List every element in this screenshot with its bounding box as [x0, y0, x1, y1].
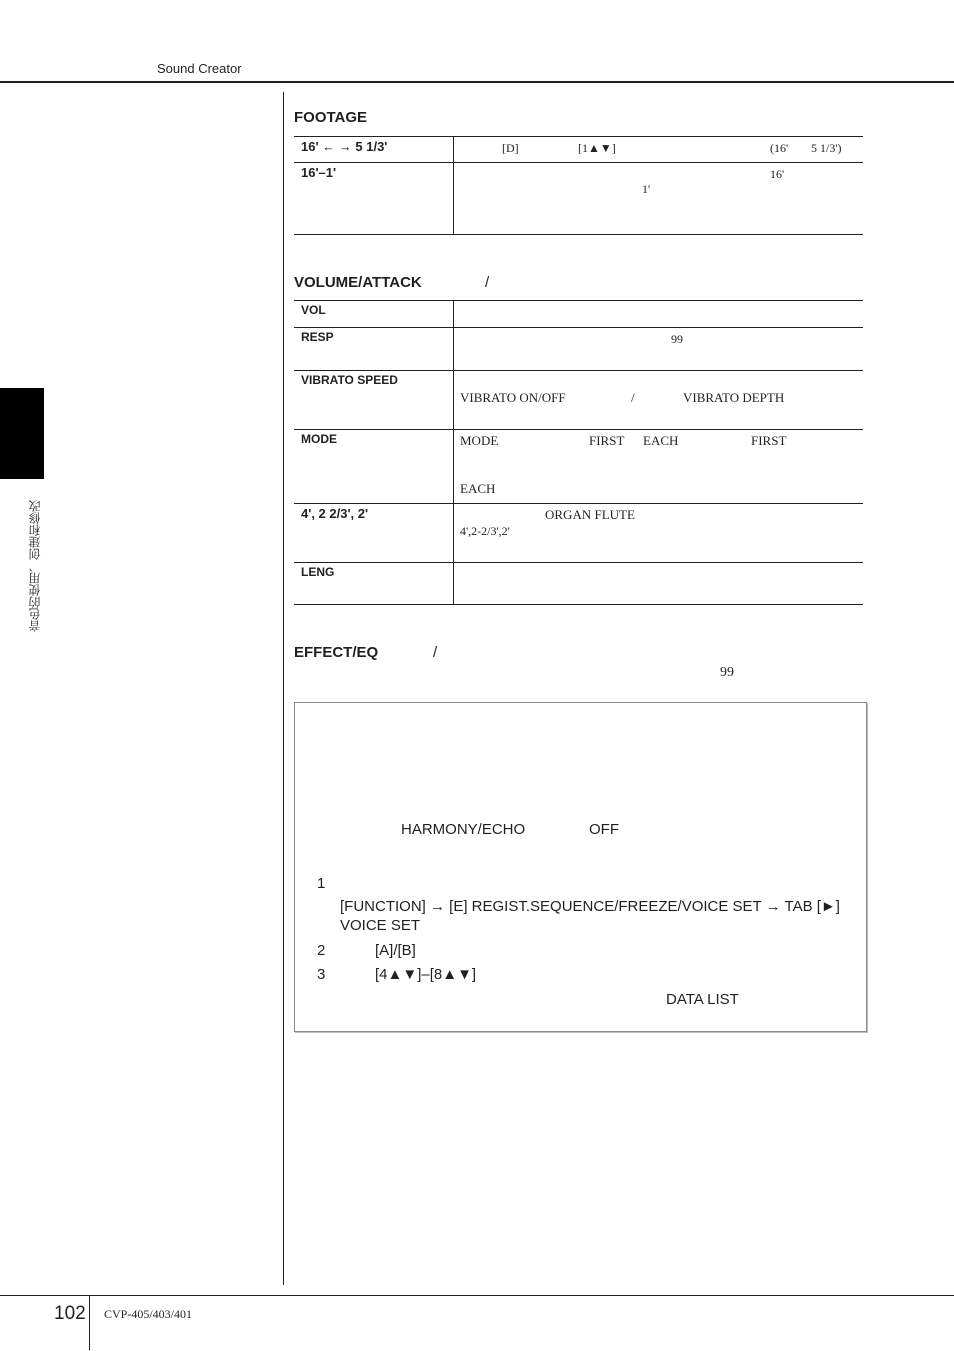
table-row [294, 503, 863, 562]
volume-attack-title: VOLUME/ATTACK [294, 274, 422, 291]
row-key: RESP [301, 330, 334, 344]
table-row [294, 562, 863, 605]
effect-eq-title: EFFECT/EQ [294, 644, 379, 661]
cell-text: 5 1/3') [811, 141, 842, 155]
table-row [294, 429, 863, 503]
off-text: OFF [589, 821, 619, 838]
row-key: VIBRATO SPEED [301, 373, 398, 387]
effect-eq-slash: / [433, 644, 438, 661]
footer-rule [0, 1295, 954, 1296]
row-key: 16' ← → 5 1/3' [301, 139, 388, 154]
footage-table [294, 136, 863, 235]
step-2-text: [A]/[B] [375, 942, 416, 959]
row-key: LENG [301, 565, 335, 579]
chapter-tab [0, 388, 44, 479]
cell-text: 1' [642, 182, 651, 196]
data-list-text: DATA LIST [666, 991, 739, 1008]
header-section-title: Sound Creator [157, 61, 242, 76]
step-2-number: 2 [317, 942, 326, 959]
harmony-echo-text: HARMONY/ECHO [401, 821, 526, 838]
cell-text: FIRST [751, 433, 787, 448]
footage-title: FOOTAGE [294, 109, 368, 126]
step-1-text-2: VOICE SET [340, 917, 421, 934]
step-1-text: [FUNCTION] → [E] REGIST.SEQUENCE/FREEZE/VOICE SET → TAB [►] [340, 898, 840, 915]
cell-text: EACH [460, 481, 496, 496]
table-row [294, 327, 863, 370]
row-key: 16'–1' [301, 165, 337, 180]
cell-text: EACH [643, 433, 679, 448]
cell-text: VIBRATO DEPTH [683, 390, 785, 405]
footer-divider [89, 1296, 90, 1350]
cell-text: 99 [671, 332, 683, 346]
cell-text: [1▲▼] [578, 141, 616, 155]
step-3-number: 3 [317, 966, 326, 983]
row-key: 4', 2 2/3', 2' [301, 506, 369, 521]
table-row [294, 370, 863, 429]
effect-eq-value: 99 [720, 665, 734, 680]
volume-attack-slash: / [485, 274, 490, 291]
step-1-number: 1 [317, 875, 326, 892]
chapter-tab-label: 音色的使用、创建和修改 [28, 500, 42, 632]
note-box [294, 702, 867, 1032]
table-row [294, 136, 863, 162]
volume-attack-table [294, 300, 863, 605]
cell-text: [D] [502, 141, 519, 155]
cell-text: VIBRATO ON/OFF [460, 390, 566, 405]
table-row [294, 300, 863, 327]
cell-text: / [631, 390, 635, 405]
model-name: CVP-405/403/401 [104, 1307, 193, 1321]
effect-eq-heading [294, 644, 438, 661]
cell-text: MODE [460, 433, 499, 448]
table-row [294, 162, 863, 235]
row-key: VOL [301, 303, 326, 317]
footage-heading [294, 109, 367, 126]
column-divider [283, 92, 284, 1285]
page-number: 102 [54, 1303, 86, 1324]
volume-attack-heading [294, 274, 490, 291]
row-key: MODE [301, 432, 337, 446]
header-rule [0, 81, 954, 83]
cell-text: 4',2-2/3',2' [460, 524, 510, 538]
cell-text: (16' [770, 141, 789, 155]
cell-text: FIRST [589, 433, 625, 448]
step-3-text: [4▲▼]–[8▲▼] [375, 966, 477, 983]
cell-text: ORGAN FLUTE [545, 507, 635, 522]
cell-text: 16' [770, 167, 785, 181]
